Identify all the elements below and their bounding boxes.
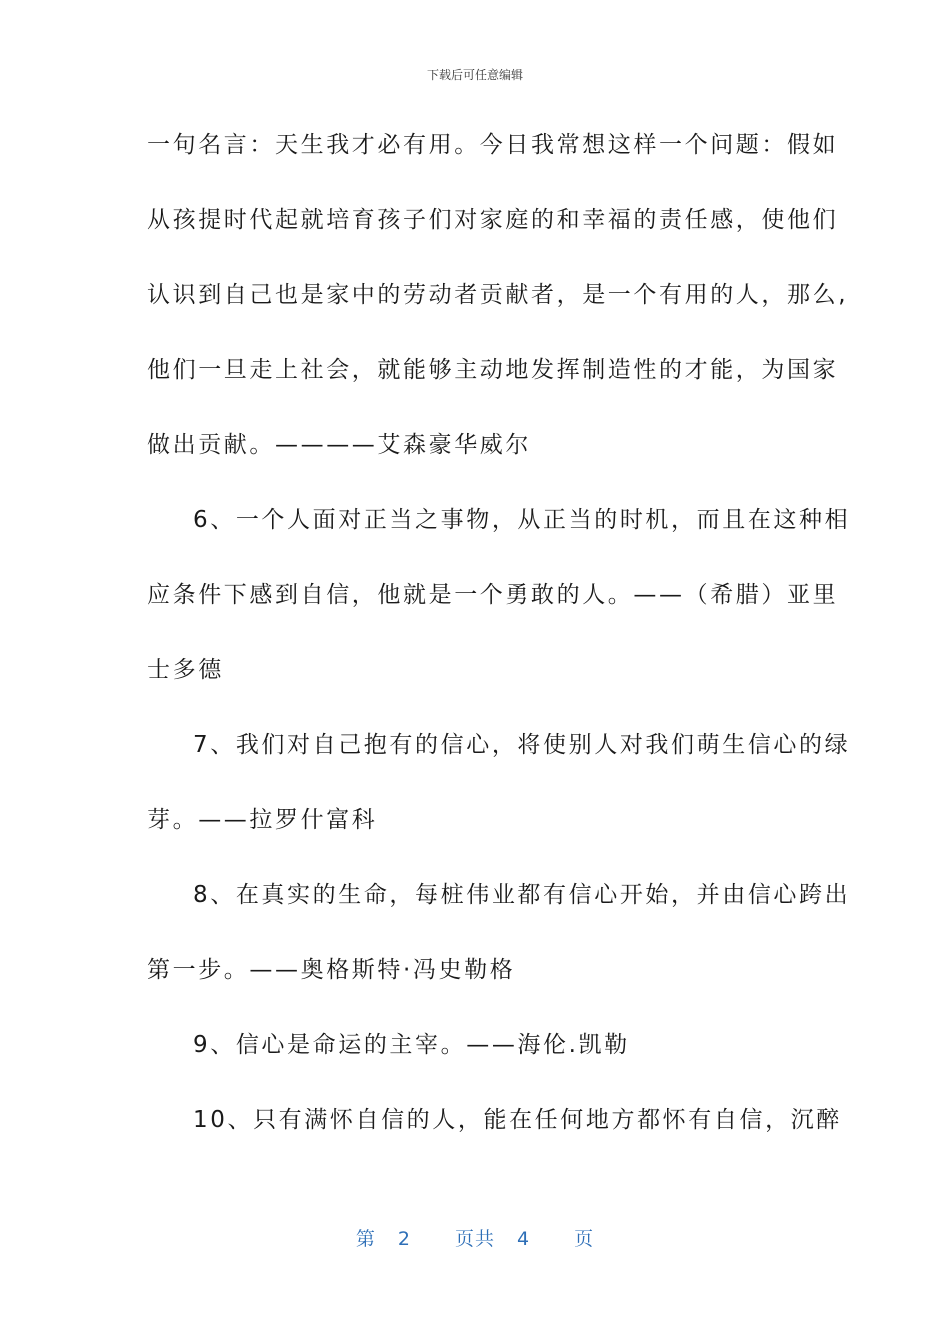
footer-suffix: 页: [574, 1228, 595, 1250]
text-line: 第一步。——奥格斯特·冯史勒格: [147, 957, 516, 983]
document-body: [147, 120, 851, 1170]
quote-item-8: 8、在真实的生命，每桩伟业都有信心开始，并由信心跨出: [193, 882, 851, 908]
footer-prefix: 第: [355, 1228, 376, 1250]
quote-item-7: 7、我们对自己抱有的信心，将使别人对我们萌生信心的绿: [193, 732, 851, 758]
footer-middle: 页共: [454, 1228, 495, 1250]
page-number-footer: [0, 1224, 950, 1251]
text-line: 一句名言：天生我才必有用。今日我常想这样一个问题：假如: [147, 132, 839, 158]
text-line: 做出贡献。————艾森豪华威尔: [147, 432, 531, 458]
text-line: 他们一旦走上社会，就能够主动地发挥制造性的才能，为国家: [147, 357, 839, 383]
text-line: 应条件下感到自信，他就是一个勇敢的人。——（希腊）亚里: [147, 582, 839, 608]
footer-current-page: 2: [397, 1228, 411, 1250]
text-line: 芽。——拉罗什富科: [147, 807, 378, 833]
text-line: 士多德: [147, 657, 224, 683]
text-line: 从孩提时代起就培育孩子们对家庭的和幸福的责任感，使他们: [147, 207, 839, 233]
text-line: 认识到自己也是家中的劳动者贡献者，是一个有用的人，那么,: [147, 282, 849, 308]
quote-item-9: 9、信心是命运的主宰。——海伦.凯勒: [193, 1032, 630, 1058]
quote-item-6: 6、一个人面对正当之事物，从正当的时机，而且在这种相: [193, 507, 851, 533]
page-header-note: 下载后可任意编辑: [426, 68, 523, 82]
footer-total-pages: 4: [517, 1228, 531, 1250]
quote-item-10: 10、只有满怀自信的人，能在任何地方都怀有自信，沉醉: [193, 1107, 842, 1133]
